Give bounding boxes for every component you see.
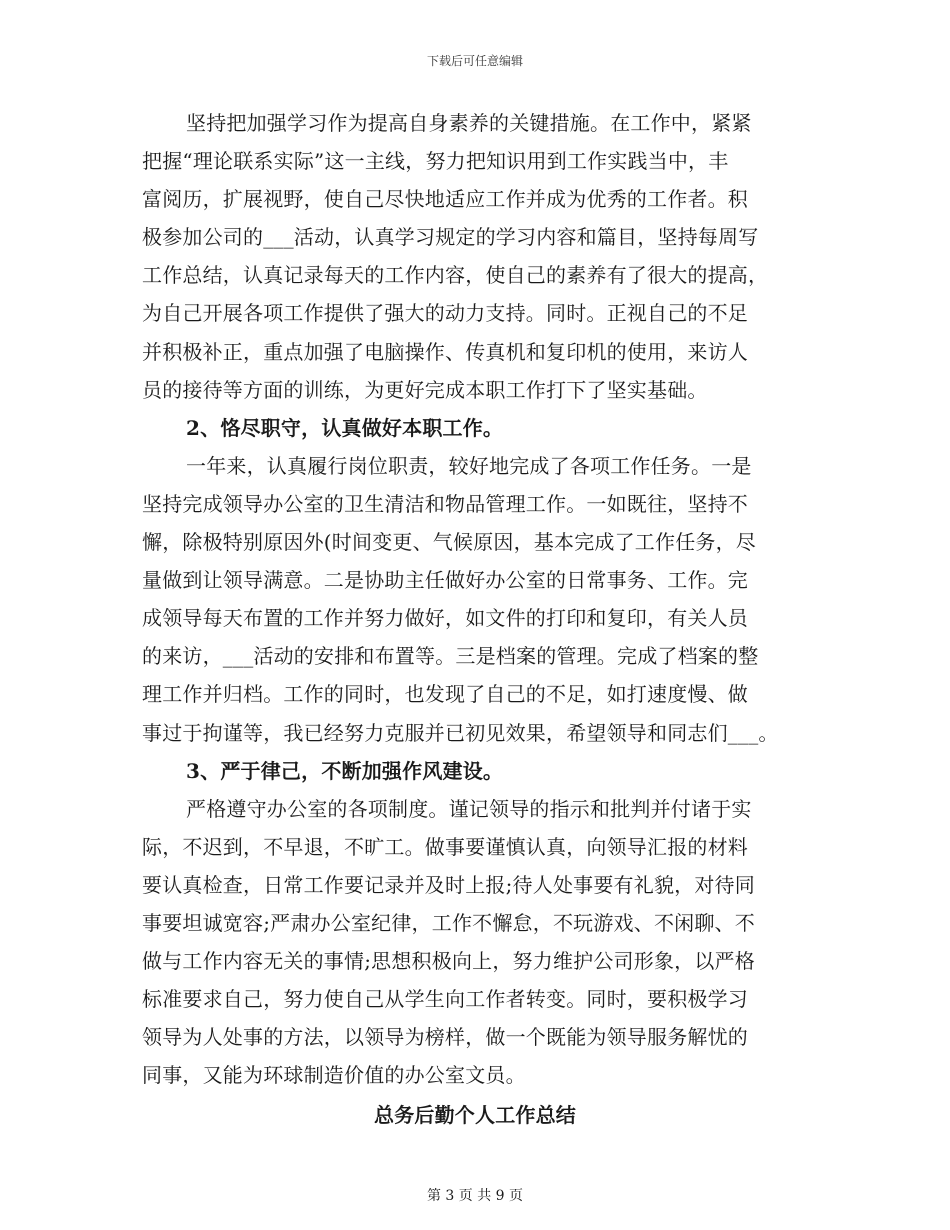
paragraph-line: 成领导每天布置的工作并努力做好，如文件的打印和复印，有关人员 (142, 606, 748, 631)
paragraph-line: 坚持完成领导办公室的卫生清洁和物品管理工作。一如既往，坚持不 (142, 491, 748, 516)
paragraph-line: 同事，又能为环球制造价值的办公室文员。 (142, 1063, 526, 1088)
paragraph-line: 坚持把加强学习作为提高自身素养的关键措施。在工作中，紧紧 (186, 111, 752, 135)
paragraph-line: 做与工作内容无关的事情;思想积极向上，努力维护公司形象，以严格 (142, 949, 755, 974)
paragraph-line: 员的接待等方面的训练，为更好完成本职工作打下了坚实基础。 (142, 377, 708, 402)
paragraph-line: 标准要求自己，努力使自己从学生向工作者转变。同时，要积极学习 (142, 987, 748, 1012)
paragraph-line: 际，不迟到，不早退，不旷工。做事要谨慎认真，向领导汇报的材料 (142, 834, 748, 859)
section-heading: 2、恪尽职守，认真做好本职工作。 (186, 415, 504, 440)
document-section-title: 总务后勤个人工作总结 (374, 1103, 576, 1128)
paragraph-line: 极参加公司的___活动，认真学习规定的学习内容和篇目，坚持每周写 (142, 225, 759, 250)
paragraph-line: 懈，除极特别原因外(时间变更、气候原因，基本完成了工作任务，尽 (142, 530, 757, 555)
page-footer: 第 3 页 共 9 页 (426, 1188, 524, 1204)
paragraph-line: 领导为人处事的方法，以领导为榜样，做一个既能为领导服务解忧的 (142, 1025, 748, 1050)
section-heading: 3、严于律己，不断加强作风建设。 (186, 758, 504, 783)
paragraph-line: 事要坦诚宽容;严肃办公室纪律，工作不懈怠，不玩游戏、不闲聊、不 (142, 910, 755, 935)
paragraph-line: 工作总结，认真记录每天的工作内容，使自己的素养有了很大的提高， (142, 263, 769, 288)
paragraph-line: 为自己开展各项工作提供了强大的动力支持。同时。正视自己的不足 (142, 301, 748, 326)
paragraph-line: 量做到让领导满意。二是协助主任做好办公室的日常事务、工作。完 (142, 568, 748, 593)
paragraph-line: 事过于拘谨等，我已经努力克服并已初见效果，希望领导和同志们___。 (142, 720, 779, 745)
paragraph-line: 要认真检查，日常工作要记录并及时上报;待人处事要有礼貌，对待同 (142, 872, 755, 897)
paragraph-line: 严格遵守办公室的各项制度。谨记领导的指示和批判并付诸于实 (186, 796, 752, 821)
paragraph-line: 一年来，认真履行岗位职责，较好地完成了各项工作任务。一是 (186, 453, 752, 478)
paragraph-line: 理工作并归档。工作的同时，也发现了自己的不足，如打速度慢、做 (142, 682, 748, 707)
paragraph-line: 并积极补正，重点加强了电脑操作、传真机和复印机的使用，来访人 (142, 339, 748, 364)
paragraph-line: 的来访，___活动的安排和布置等。三是档案的管理。完成了档案的整 (142, 644, 759, 669)
document-body (142, 104, 808, 1135)
paragraph-line: 把握“理论联系实际”这一主线，努力把知识用到工作实践当中，丰 (142, 149, 729, 174)
paragraph-line: 富阅历，扩展视野，使自己尽快地适应工作并成为优秀的工作者。积 (142, 187, 748, 212)
page-header: 下载后可任意编辑 (426, 54, 523, 68)
